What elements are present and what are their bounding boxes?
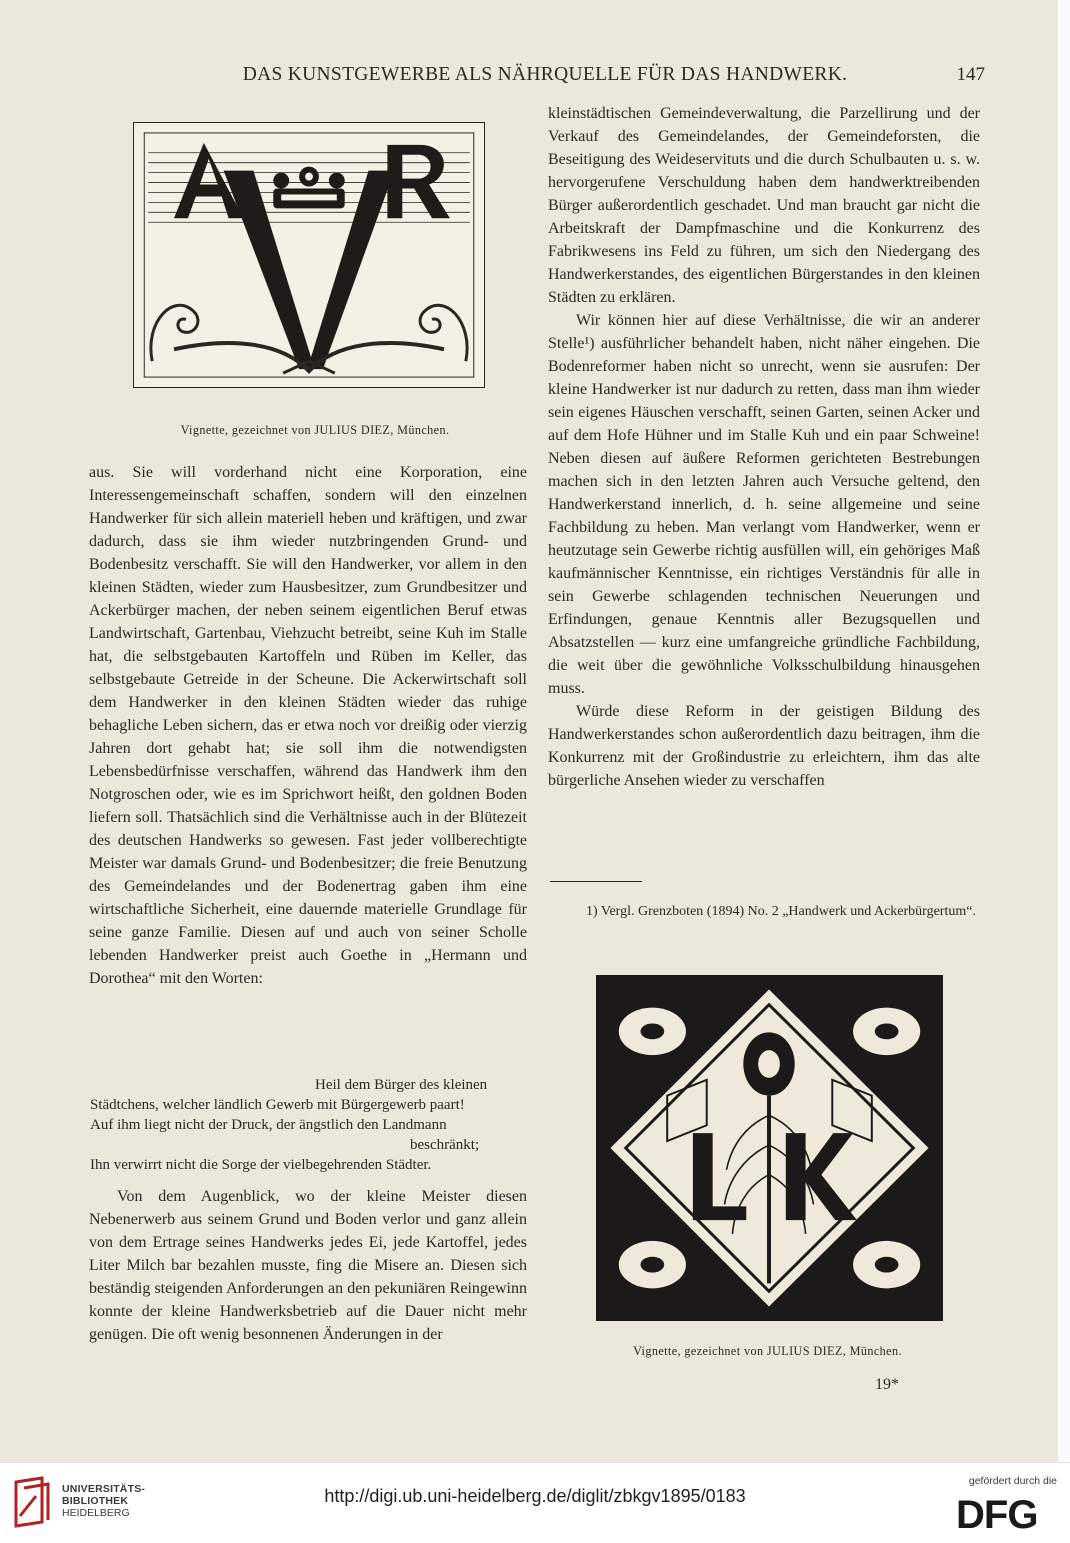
running-title: DAS KUNSTGEWERBE ALS NÄHRQUELLE FÜR DAS HANDWERK. [242, 64, 848, 85]
verse-line: beschränkt; [410, 1137, 480, 1153]
left-paragraph-1: aus. Sie will vorderhand nicht eine Korporation, eine Interessengemeinschaft schaffen, sondern will den einzelnen Handwerker für sich allein materiell heben und kräftigen, und zwar dadurch, dass sie ihm wieder nutzbringenden Grund- und Bodenbesitz verschafft. Sie will den Handwerker, vor allem in den kleinen Städten, wieder zum Hausbesitzer, zum Grundbesitzer und Ackerbürger machen, der neben seinem eigentlichen Beruf etwas Landwirtschaft, Gartenbau, Viehzucht betreibt, seine Kuh im Stalle hat, die selbstgebauten Kartoffeln und Rüben im Keller, das selbstgebaute Getreide in der Scheune. Die Ackerwirtschaft soll dem Handwerker in den kleinen Städten wieder das ruhige behagliche Leben sichern, das er etwa noch vor dreißig oder vierzig Jahren dort gehabt hat; sie soll ihm die notwendigsten Lebensbedürfnisse verschaffen, während das Handwerk ihm den Notgroschen oder, wie es im Sprichwort heißt, den goldnen Boden liefern soll. Thatsächlich sind die Verhältnisse auch in der Blütezeit des deutschen Handwerks so gewesen. Fast jeder vollberechtigte Meister war damals Grund- und Bodenbesitzer; die freie Benutzung des Gemeindelandes und der Bodenertrag gaben ihm eine wirtschaftliche Sicherheit, eine dauernde materielle Grundlage für seine ganze Familie. Diesen auf und auch von seiner Scholle lebenden Handwerker preist auch Goethe in „Hermann und Dorothea“ mit den Worten: [89, 464, 527, 987]
dfg-logo: DFG [956, 1493, 1038, 1537]
scan-margin [1058, 0, 1070, 1462]
right-column-body [548, 102, 980, 792]
signature-mark: 19* [875, 1376, 899, 1393]
left-column-body [89, 461, 527, 990]
left-paragraph-2: Von dem Augenblick, wo der kleine Meister diesen Nebenerwerb aus seinem Grund und Boden verlor und ganz allein von dem Ertrage seines Handwerks jedes Ei, jede Kartoffel, jedes Liter Milch bar bezahlen musste, fing die Misere an. Diesen sich beständig steigenden Anforderungen an den pekuniären Reingewinn konnte der kleine Handwerksbetrieb auf die Dauer nicht mehr genügen. Die oft wenig besonnenen Änderungen in der [89, 1188, 527, 1343]
library-line: UNIVERSITÄTS- [62, 1483, 146, 1495]
right-paragraph-3: Würde diese Reform in der geistigen Bildung des Handwerkerstandes schon außerordentlich dazu beitragen, ihm die Konkurrenz mit der Großindustrie zu erleichtern, ihm das alte bürgerliche Ansehen wieder zu verschaffen [548, 703, 980, 789]
vignette-lk-drawing [598, 977, 941, 1319]
vignette-vr-image [133, 122, 485, 388]
permalink[interactable]: http://digi.ub.uni-heidelberg.de/diglit/zbkgv1895/0183 [324, 1486, 746, 1506]
vignette-vr-drawing [134, 123, 484, 387]
digitization-footer [0, 1462, 1070, 1543]
university-library-logo-icon [12, 1476, 52, 1528]
verse-line: Ihn verwirrt nicht die Sorge der vielbegehrenden Städter. [90, 1157, 432, 1173]
footnote: 1) Vergl. Grenzboten (1894) No. 2 „Handwerk und Ackerbürgertum“. [586, 904, 976, 919]
verse-line: Heil dem Bürger des kleinen [315, 1077, 488, 1093]
right-paragraph-2: Wir können hier auf diese Verhältnisse, die wir an anderer Stelle¹) ausführlicher behandelt haben, nicht näher eingehen. Die Bodenreformer haben nicht so unrecht, wenn sie ausrufen: Der kleine Handwerker ist nur dadurch zu retten, dass man ihm wieder sein eigenes Häuschen verschafft, seinen Garten, seinen Acker und auf dem Hofe Hühner und im Stalle Kuh und ein paar Schweine! Neben diesen auf äußere Reformen gerichteten Bestrebungen machen sich in den letzten Jahren auch Versuche geltend, den Handwerkerstand innerlich, d. h. seine allgemeine und seine Fachbildung zu heben. Man verlangt vom Handwerker, wenn er heutzutage sein Gewerbe richtig ausfüllen will, ein gehöriges Maß kaufmännischer Kenntnisse, ein richtiges Verständnis für alle in sein Gewerbe schlagenden technischen Neuerungen und Erfindungen, genaue Kenntnis aller Bezugsquellen und Absatzstellen — kurz eine umfangreiche gründliche Fachbildung, die weit über die gewöhnliche Volksschulbildung hinausgehen muss. [548, 312, 980, 697]
right-paragraph-1: kleinstädtischen Gemeindeverwaltung, die Parzellirung und der Verkauf des Gemeindelandes, der Gemeindeforsten, die Beseitigung des Weideservituts und die durch Schulbauten u. s. w. hervorgerufene Verschuldung haben dem handwerktreibenden Bürger außerordentlich geschadet. Und man braucht gar nicht die Arbeitskraft der Dampfmaschine und die Konkurrenz des Fabrikwesens ins Feld zu führen, um sich den Niedergang des Handwerkerstandes, des eigentlichen Bürgerstandes in den kleinen Städten zu erklären. [548, 105, 980, 306]
vignette-vr-caption: Vignette, gezeichnet von JULIUS DIEZ, München. [180, 423, 450, 437]
footnote-divider [550, 881, 642, 882]
vignette-lk-caption: Vignette, gezeichnet von JULIUS DIEZ, München. [633, 1344, 902, 1358]
verse-line: Städtchens, welcher ländlich Gewerb mit Bürgergewerb paart! [90, 1097, 465, 1113]
goethe-quote [90, 1075, 528, 1175]
vignette-lk-image [596, 975, 943, 1321]
funder-caption: gefördert durch die [968, 1475, 1057, 1487]
left-column-continuation [89, 1185, 527, 1346]
library-line: HEIDELBERG [62, 1507, 130, 1519]
library-line: BIBLIOTHEK [62, 1495, 129, 1507]
page-number: 147 [956, 64, 985, 85]
verse-line: Auf ihm liegt nicht der Druck, der ängstlich den Landmann [90, 1117, 447, 1133]
university-library-name [62, 1483, 145, 1519]
